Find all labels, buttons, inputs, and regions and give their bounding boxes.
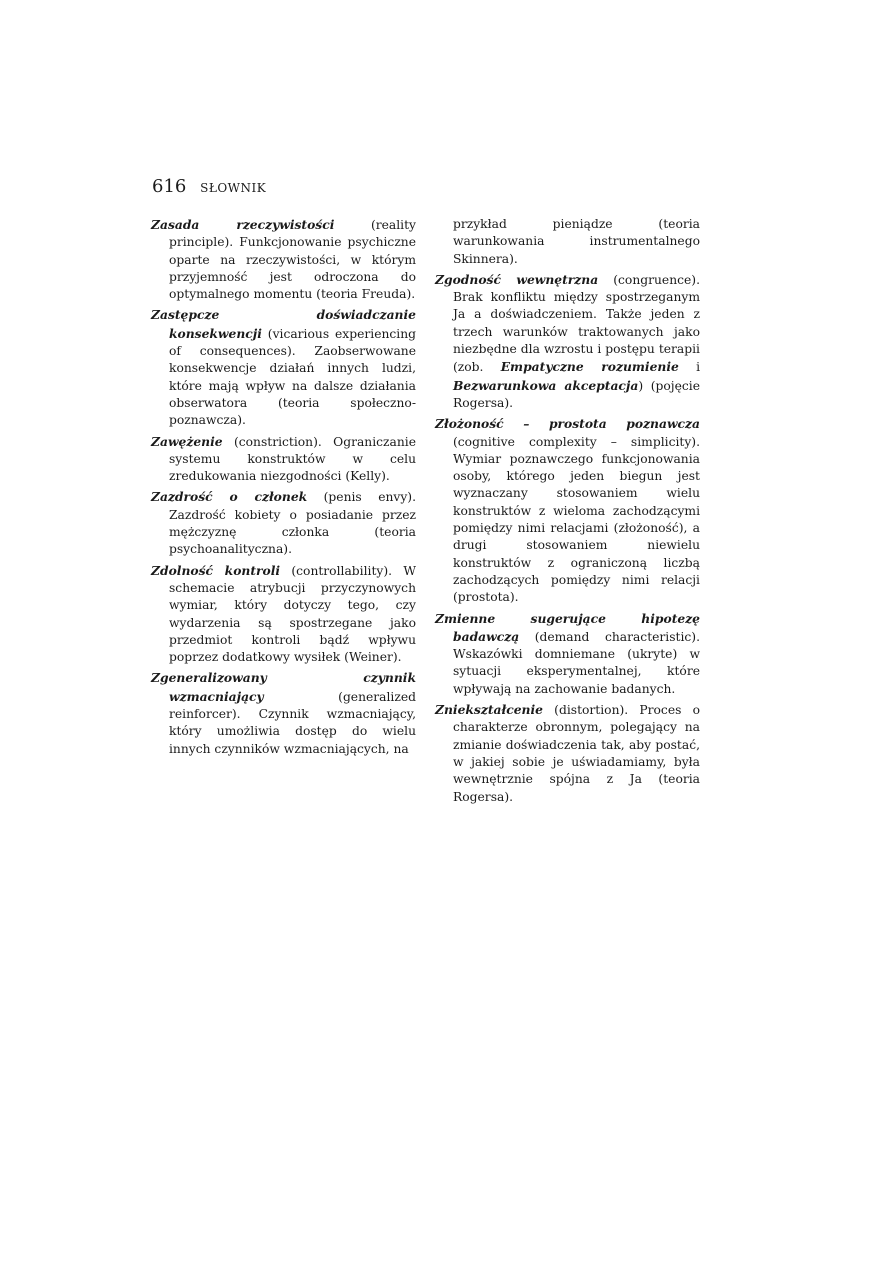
- entry-definition: (reality principle). Funkcjonowanie psychiczne oparte na rzeczywistości, w którym przyjemność jest odroczona do optymalnego momentu (teoria Freuda).: [169, 218, 416, 302]
- glossary-entry: [435, 701, 700, 806]
- glossary-entry: [151, 216, 416, 303]
- glossary-entry: [151, 562, 416, 667]
- entry-definition: ) (pojęcie Rogersa).: [453, 378, 700, 410]
- entry-continuation: przykład pieniądze (teoria warunkowania instrumentalnego Skinnera).: [453, 217, 700, 266]
- entry-term: Zdolność kontroli: [151, 562, 281, 578]
- entry-definition: (generalized reinforcer). Czynnik wzmacniający, który umożliwia dostęp do wielu innych czynników wzmacniających, na: [169, 689, 416, 756]
- left-column: [151, 216, 416, 761]
- entry-term: Zmienne sugerujące hipotezę badawczą: [435, 610, 700, 644]
- page-number: 616: [152, 176, 187, 197]
- entry-term: Zasada rzeczywistości: [151, 217, 335, 232]
- entry-definition: (cognitive complexity – simplicity). Wymiar poznawczego funkcjonowania osoby, którego jeden biegun jest wyznaczany stosowaniem wielu konstruktów z wieloma zachodzącymi pomiędzy nimi relacjami (złożoność), a drugi stosowaniem niewielu konstruktów z ograniczoną liczbą zachodzących pomiędzy nimi relacji (prostota).: [453, 434, 700, 605]
- glossary-entry: [435, 271, 700, 412]
- entry-term: Zawężenie: [151, 433, 223, 449]
- entry-definition: (vicarious experiencing of consequences). Zaobserwowane konsekwencje działań innych ludzi, które mają wpływ na dalsze działania obserwatora (teoria społeczno-poznawcza).: [169, 326, 416, 428]
- glossary-entry: [435, 610, 700, 698]
- glossary-entry: [151, 488, 416, 558]
- entry-definition: (distortion). Proces o charakterze obronnym, polegający na zmianie doświadczenia tak, aby postać, w jakiej sobie je uświadamiamy, była wewnętrznie spójna z Ja (teoria Rogersa).: [453, 703, 700, 804]
- cross-reference: Empatyczne rozumienie: [500, 359, 679, 375]
- right-column: [435, 216, 700, 809]
- entry-definition: (penis envy). Zazdrość kobiety o posiadanie przez mężczyznę członka (teoria psychoanalityczna).: [169, 490, 416, 557]
- glossary-entry: [151, 433, 416, 486]
- cross-reference: Bezwarunkowa akceptacja: [453, 377, 639, 393]
- entry-definition: (congruence). Brak konfliktu między spostrzeganym Ja a doświadczeniem. Także jeden z trzech warunków traktowanych jako niezbędne dla wzrostu i postępu terapii (zob.: [453, 272, 700, 375]
- page-header: [152, 176, 266, 199]
- glossary-entry: [151, 306, 416, 429]
- glossary-entry: [151, 669, 416, 757]
- entry-definition: (controllability). W schemacie atrybucji przyczynowych wymiar, który dotyczy tego, czy wydarzenia są spostrzegane jako przedmiot kontroli bądź wpływu poprzez dodatkowy wysiłek (Weiner).: [169, 563, 416, 665]
- section-title: SŁOWNIK: [200, 181, 267, 195]
- entry-term: Zgodność wewnętrzna: [435, 271, 599, 287]
- entry-definition: (demand characteristic). Wskazówki domniemane (ukryte) w sytuacji eksperymentalnej, które wpływają na zachowanie badanych.: [453, 629, 700, 696]
- entry-term: Zgeneralizowany czynnik wzmacniający: [151, 670, 416, 704]
- entry-term: Zastępcze doświadczanie konsekwencji: [151, 307, 416, 341]
- entry-definition: (constriction). Ograniczanie systemu konstruktów w celu zredukowania niezgodności (Kelly).: [169, 434, 416, 484]
- entry-definition: i: [678, 360, 700, 375]
- entry-term: Zniekształcenie: [435, 702, 543, 718]
- entry-term: Złożoność – prostota poznawcza: [435, 416, 700, 432]
- entry-term: Zazdrość o członek: [151, 489, 308, 505]
- glossary-entry: [435, 415, 700, 606]
